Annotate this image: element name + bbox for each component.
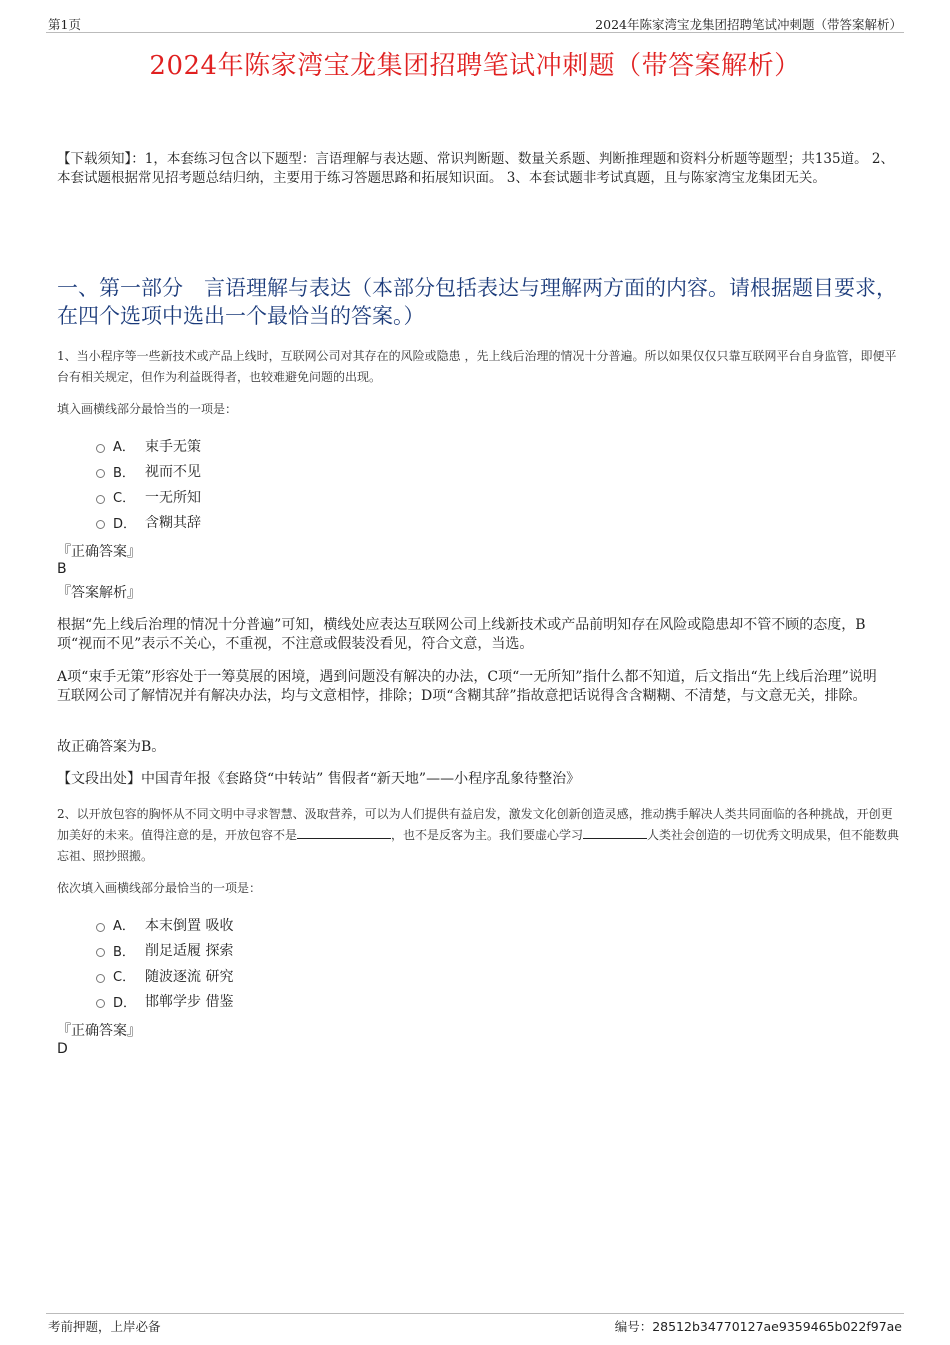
option-text: 随波逐流 研究 [145, 968, 234, 985]
question-1-prompt: 填入画横线部分最恰当的一项是： [57, 402, 238, 416]
radio-icon[interactable] [96, 948, 105, 957]
option-letter: C． [113, 491, 136, 507]
radio-icon[interactable] [96, 520, 105, 529]
section-heading: 一、第一部分 言语理解与表达（本部分包括表达与理解两方面的内容。请根据题目要求，在四个选项中选出一个最恰当的答案。） [57, 276, 897, 328]
option-text: 束手无策 [145, 438, 201, 455]
analysis-conclusion: 故正确答案为B。 [57, 739, 166, 755]
answer-value: D [57, 1041, 68, 1057]
blank-2 [583, 826, 647, 839]
analysis-paragraph-1: 根据“先上线后治理的情况十分普遍”可知，横线处应表达互联网公司上线新技术或产品前明知存在风险或隐患却不管不顾的态度，B项“视而不见”表示不关心，不重视，不注意或假装没看见，符合文意，当选。 [57, 617, 866, 652]
radio-icon[interactable] [96, 495, 105, 504]
analysis-label: 『答案解析』 [57, 585, 141, 601]
option-letter: A． [113, 440, 135, 456]
radio-icon[interactable] [96, 999, 105, 1008]
question-1-options [96, 433, 201, 535]
option-text: 削足适履 探索 [145, 943, 234, 960]
option-a[interactable] [96, 433, 201, 459]
question-2-options [96, 912, 233, 1014]
page-footer [46, 1313, 904, 1336]
radio-icon[interactable] [96, 923, 105, 932]
option-text: 一无所知 [145, 489, 201, 506]
option-d[interactable] [96, 989, 233, 1015]
option-c[interactable] [96, 963, 233, 989]
blank-1 [297, 826, 391, 839]
option-text: 邯郸学步 借鉴 [145, 994, 234, 1011]
option-letter: D． [113, 995, 137, 1011]
radio-icon[interactable] [96, 469, 105, 478]
option-b[interactable] [96, 459, 201, 485]
download-notice: 【下载须知】：1，本套练习包含以下题型：言语理解与表达题、常识判断题、数量关系题、判断推理题和资料分析题等题型；共135道。 2、本套试题根据常见招考题总结归纳，主要用于练习答题思路和拓展知识面。 3、本套试题非考试真题，且与陈家湾宝龙集团无关。 [57, 151, 894, 186]
radio-icon[interactable] [96, 974, 105, 983]
option-b[interactable] [96, 938, 233, 964]
analysis-paragraph-2: A项“束手无策”形容处于一筹莫展的困境，遇到问题没有解决的办法，C项“一无所知”指什么都不知道，后文指出“先上线后治理”说明互联网公司了解情况并有解决办法，均与文意相悖，排除；D项“含糊其辞”指故意把话说得含含糊糊、不清楚，与文意无关，排除。 [57, 669, 877, 704]
answer-label: 『正确答案』 [57, 544, 141, 560]
footer-slogan: 考前押题，上岸必备 [48, 1319, 161, 1334]
header-doc-title: 2024年陈家湾宝龙集团招聘笔试冲刺题（带答案解析） [595, 17, 902, 32]
question-1-text: 1、当小程序等一些新技术或产品上线时，互联网公司对其存在的风险或隐患 ，先上线后治理的情况十分普遍。所以如果仅仅只靠互联网平台自身监管，即便平台有相关规定，但作为利益既得者，也较难避免问题的出现。 [57, 349, 897, 384]
answer-value: B [57, 561, 67, 577]
document-code: 编号：28512b34770127ae9359465b022f97ae [614, 1319, 902, 1334]
option-letter: A． [113, 919, 135, 935]
option-letter: C． [113, 970, 136, 986]
option-d[interactable] [96, 510, 201, 536]
option-letter: D． [113, 516, 137, 532]
document-title: 2024年陈家湾宝龙集团招聘笔试冲刺题（带答案解析） [149, 51, 801, 81]
page-header [46, 14, 904, 33]
option-text: 视而不见 [145, 464, 201, 481]
option-letter: B． [113, 944, 135, 960]
option-letter: B． [113, 465, 135, 481]
option-text: 含糊其辞 [145, 515, 201, 532]
radio-icon[interactable] [96, 444, 105, 453]
option-c[interactable] [96, 484, 201, 510]
question-2-prompt: 依次填入画横线部分最恰当的一项是： [57, 881, 262, 895]
option-a[interactable] [96, 912, 233, 938]
option-text: 本末倒置 吸收 [145, 917, 234, 934]
page-number: 第1页 [48, 17, 81, 32]
answer-label: 『正确答案』 [57, 1023, 141, 1039]
question-2-text: 2、以开放包容的胸怀从不同文明中寻求智慧、汲取营养，可以为人们提供有益启发，激发文化创新创造灵感，推动携手解决人类共同面临的各种挑战，开创更加美好的未来。值得注意的是，开放包容不是 ，也不是反客为主。我们要虚心学习 人类社会创造的一切优秀文明成果，但不能数典忘祖、照抄照搬。 [57, 807, 900, 863]
text-source: 【文段出处】中国青年报《套路贷“中转站” 售假者“新天地”——小程序乱象待整治》 [57, 771, 581, 787]
